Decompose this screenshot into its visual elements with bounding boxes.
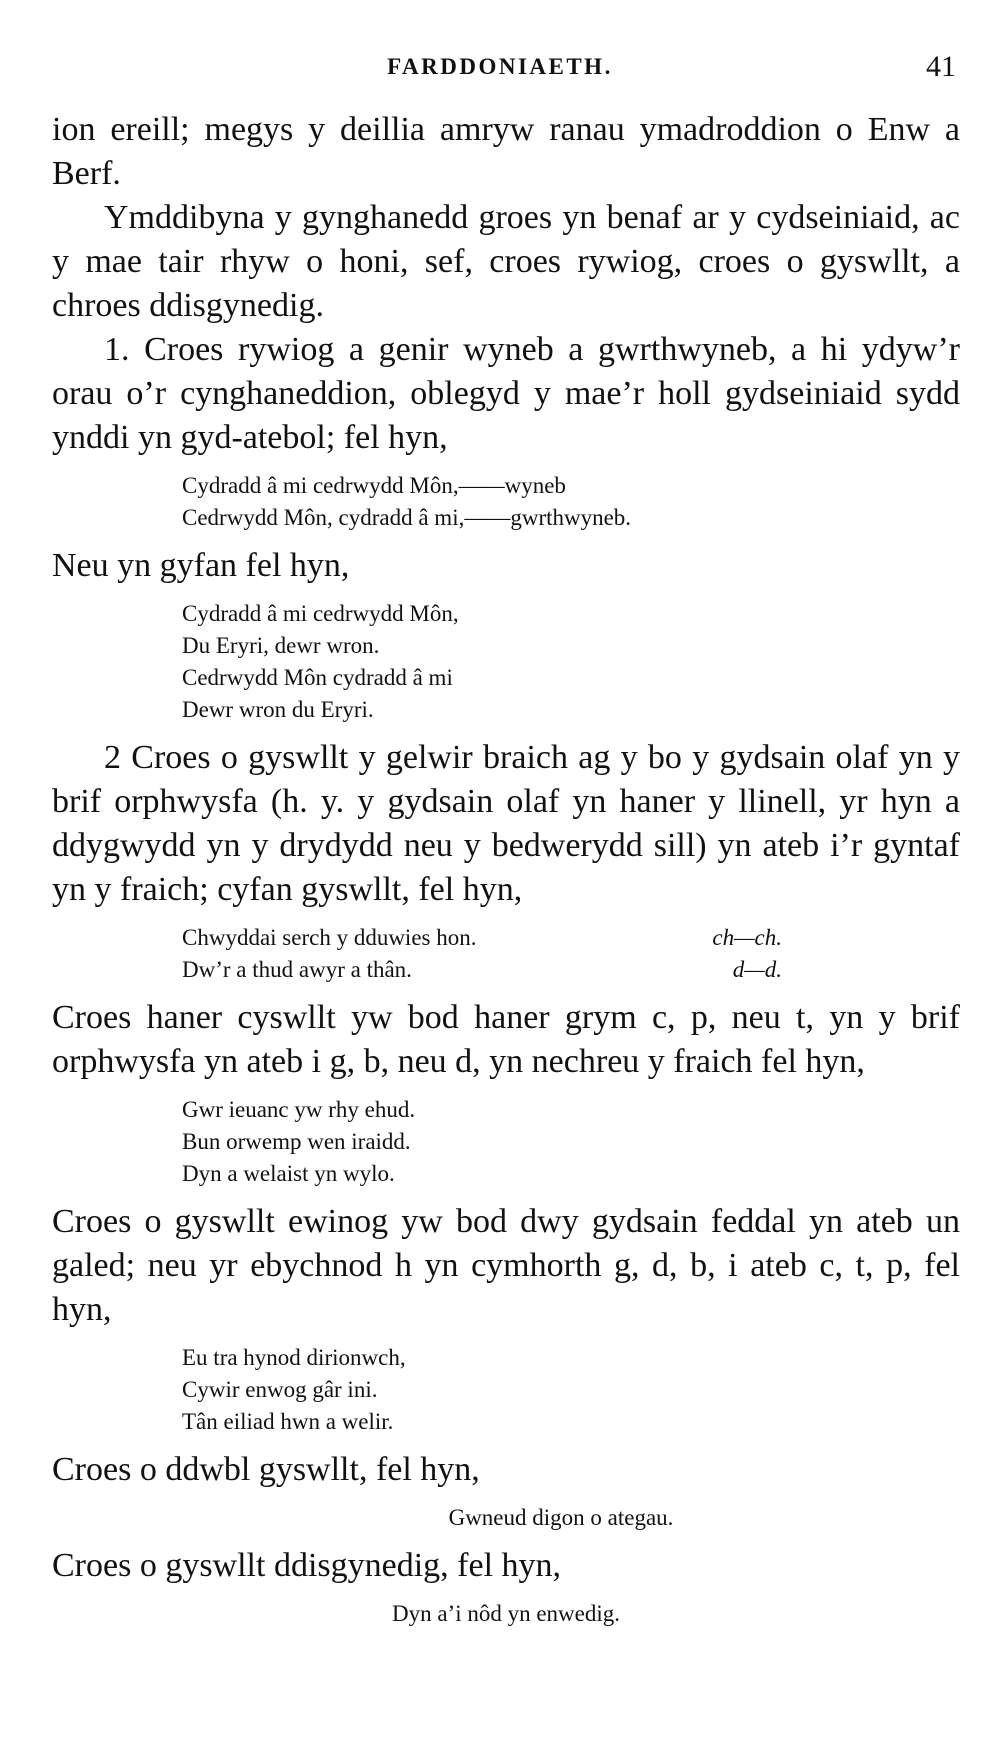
page-body — [52, 108, 960, 1640]
verse-line: Eu tra hynod dirionwch, — [182, 1345, 406, 1370]
verse-line: Gwneud digon o ategau. — [448, 1505, 674, 1530]
consonant-note: d—d. — [732, 957, 782, 982]
verse-text: Dw’r a thud awyr a thân. — [182, 957, 412, 982]
verse-line — [182, 922, 782, 954]
paragraph-haner-cyswllt: Croes haner cyswllt yw bod haner grym c, p, neu t, yn y brif orphwysfa yn ateb i g, b, neu d, yn nechreu y fraich fel hyn, — [52, 999, 960, 1080]
verse-line: Dewr wron du Eryri. — [182, 697, 374, 722]
page-header — [0, 50, 1000, 90]
verse-line: Cedrwydd Môn cydradd â mi — [182, 665, 453, 690]
verse-line: Du Eryri, dewr wron. — [182, 633, 380, 658]
verse-cyfan — [182, 598, 960, 726]
verse-cyfan-gyswllt — [182, 922, 782, 986]
verse-line: Cydradd â mi cedrwydd Môn, — [182, 601, 459, 626]
verse-haner-cyswllt — [182, 1094, 960, 1190]
verse-line: Tân eiliad hwn a welir. — [182, 1409, 394, 1434]
verse-line: Bun orwemp wen iraidd. — [182, 1129, 411, 1154]
paragraph-croes-rywiog: 1. Croes rywiog a genir wyneb a gwrthwyneb, a hi ydyw’r orau o’r cynghaneddion, oblegyd y mae’r holl gydseiniaid sydd ynddi yn gyd-atebol; fel hyn, — [52, 331, 960, 456]
paragraph-neu-yn-gyfan: Neu yn gyfan fel hyn, — [52, 547, 350, 584]
verse-line: Gwr ieuanc yw rhy ehud. — [182, 1097, 416, 1122]
verse-line: Dyn a’i nôd yn enwedig. — [391, 1601, 621, 1626]
verse-line: Cydradd â mi cedrwydd Môn,——wyneb — [182, 473, 566, 498]
verse-ddisgynedig — [52, 1598, 960, 1630]
paragraph-ddwbl-gyswllt: Croes o ddwbl gyswllt, fel hyn, — [52, 1451, 480, 1488]
running-title: FARDDONIAETH. — [387, 54, 613, 79]
verse-line: Cywir enwog gâr ini. — [182, 1377, 378, 1402]
paragraph-croes-o-gyswllt: 2 Croes o gyswllt y gelwir braich ag y bo y gydsain olaf yn y brif orphwysfa (h. y. y gydsain olaf yn haner y llinell, yr hyn a ddygwydd yn y drydydd neu y bedwerydd sill) yn ateb i’r gyntaf yn y fraich; cyfan gyswllt, fel hyn, — [52, 739, 960, 908]
verse-line — [182, 954, 782, 986]
verse-text: Chwyddai serch y dduwies hon. — [182, 925, 477, 950]
verse-wyneb-gwrthwyneb — [182, 470, 960, 534]
consonant-note: ch—ch. — [712, 925, 782, 950]
paragraph-ddisgynedig: Croes o gyswllt ddisgynedig, fel hyn, — [52, 1547, 562, 1584]
verse-cyswllt-ewinog — [182, 1342, 960, 1438]
paragraph-cynghanedd-groes: Ymddibyna y gynghanedd groes yn benaf ar y cydseiniaid, ac y mae tair rhyw o honi, sef, croes rywiog, croes o gyswllt, a chroes ddisgynedig. — [52, 199, 960, 324]
page-number: 41 — [926, 50, 956, 83]
verse-ddwbl-gyswllt — [52, 1502, 960, 1534]
paragraph-cyswllt-ewinog: Croes o gyswllt ewinog yw bod dwy gydsain feddal yn ateb un galed; neu yr ebychnod h yn cymhorth g, d, b, i ateb c, t, p, fel hyn, — [52, 1203, 960, 1328]
verse-line: Cedrwydd Môn, cydradd â mi,——gwrthwyneb. — [182, 505, 632, 530]
verse-line: Dyn a welaist yn wylo. — [182, 1161, 395, 1186]
paragraph-continuation: ion ereill; megys y deillia amryw ranau ymadroddion o Enw a Berf. — [52, 111, 960, 192]
